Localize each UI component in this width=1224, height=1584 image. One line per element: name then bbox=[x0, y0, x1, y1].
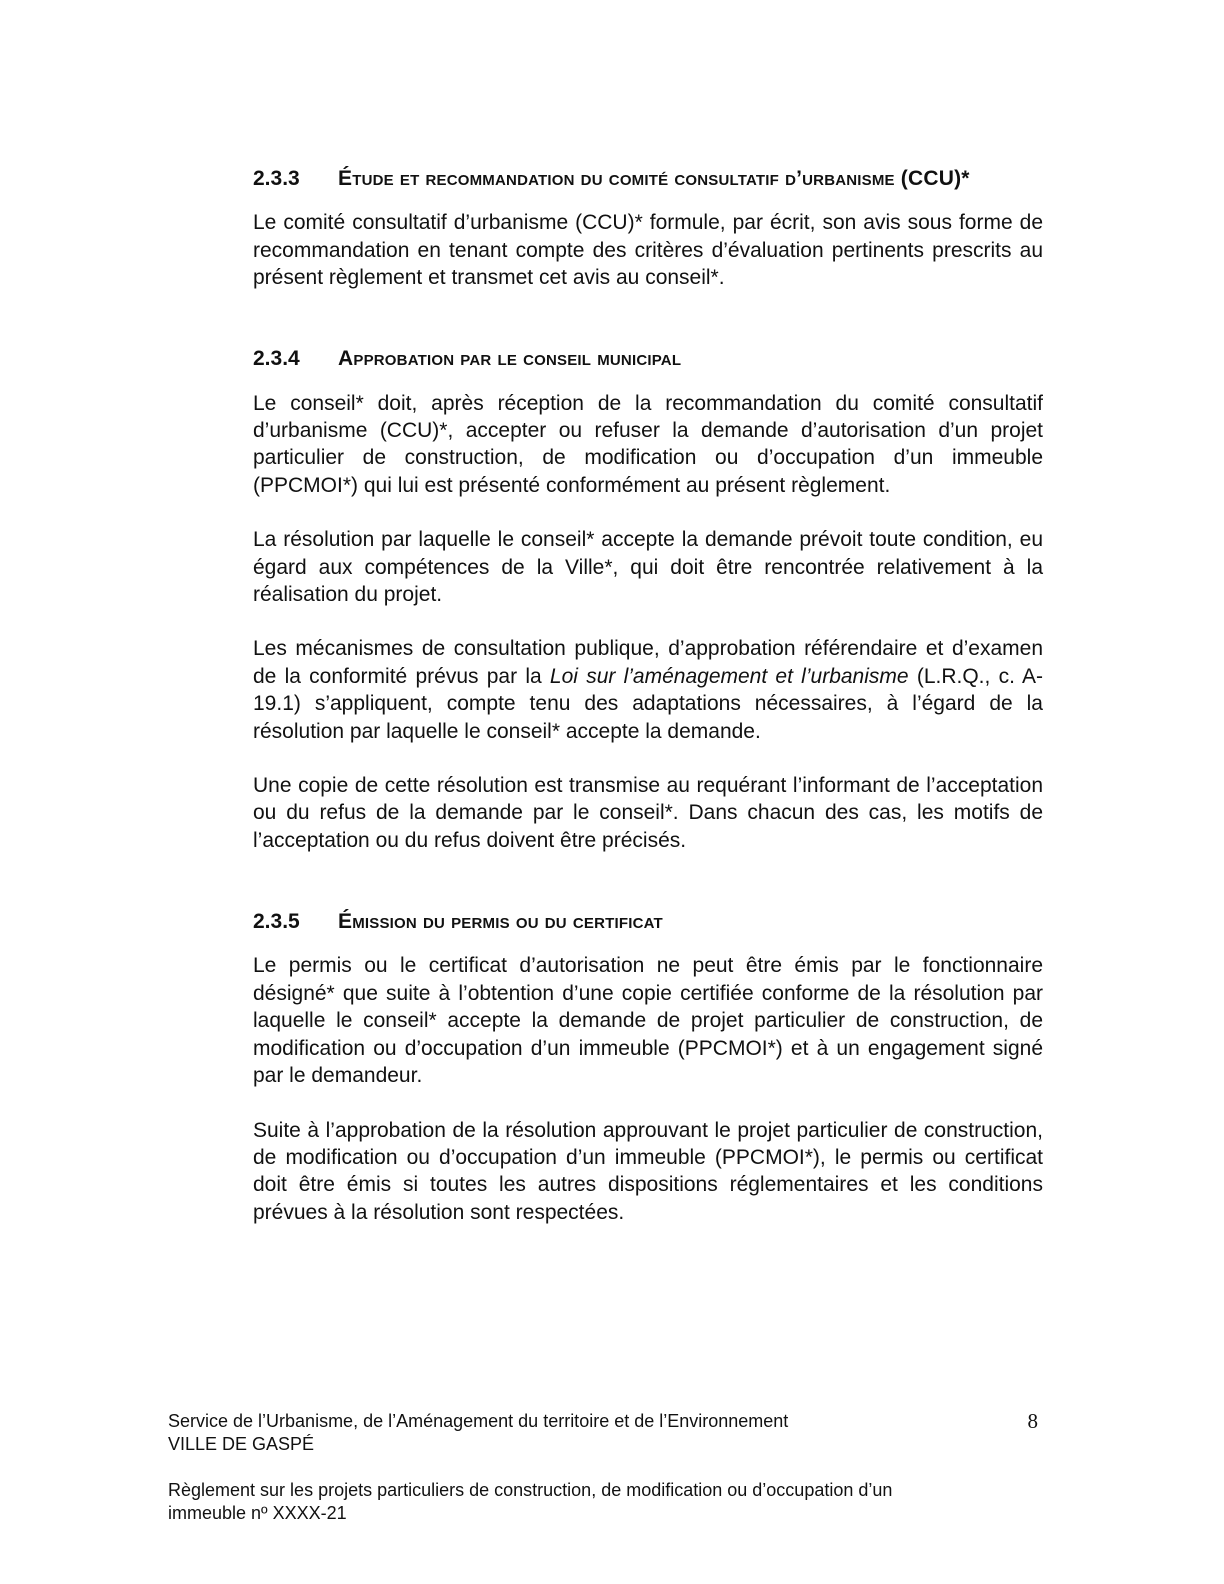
paragraph: Le comité consultatif d’urbanisme (CCU)* formule, par écrit, son avis sous forme de recommandation en tenant compte des critères d’évaluation pertinents prescrits au présent règlement et transmet cet avis au conseil*. bbox=[253, 211, 1043, 289]
paragraph: Le conseil* doit, après réception de la recommandation du comité consultatif d’urbanisme (CCU)*, accepter ou refuser la demande d’autorisation d’un projet particulier de construction, de modification ou d’occupation d’un immeuble (PPCMOI*) qui lui est présenté conformément au présent règlement. bbox=[253, 391, 1043, 497]
section-title: Étude et recommandation du comité consultatif d’urbanisme (CCU)* bbox=[338, 167, 970, 190]
paragraph: Suite à l’approbation de la résolution approuvant le projet particulier de construction, de modification ou d’occupation d’un immeuble (PPCMOI*), le permis ou certificat doit être émis si toutes les autres dispositions réglementaires et les conditions prévues à la résolution sont respectées. bbox=[253, 1118, 1043, 1224]
section-heading bbox=[253, 346, 1043, 371]
law-title: Loi sur l’aménagement et l’urbanisme bbox=[549, 664, 909, 688]
footer-department: Service de l’Urbanisme, de l’Aménagement du territoire et de l’Environnement bbox=[168, 1411, 789, 1431]
document-body bbox=[253, 166, 1043, 1253]
footer-city: VILLE DE GASPÉ bbox=[168, 1434, 315, 1454]
section-2-3-4 bbox=[253, 346, 1043, 854]
section-number: 2.3.3 bbox=[253, 167, 300, 190]
paragraph bbox=[253, 635, 1043, 745]
page-number: 8 bbox=[1027, 1409, 1038, 1433]
paragraph: Le permis ou le certificat d’autorisation ne peut être émis par le fonctionnaire désigné* que suite à l’obtention d’une copie certifiée conforme de la résolution par laquelle le conseil* accepte la demande de projet particulier de construction, de modification ou d’occupation d’un immeuble (PPCMOI*) et à un engagement signé par le demandeur. bbox=[253, 954, 1043, 1088]
paragraph: La résolution par laquelle le conseil* accepte la demande prévoit toute condition, eu égard aux compétences de la Ville*, qui doit être rencontrée relativement à la réalisation du projet. bbox=[253, 528, 1043, 607]
section-heading bbox=[253, 909, 1043, 934]
footer-regulation-line-1: Règlement sur les projets particuliers de construction, de modification ou d’occupation d’un bbox=[168, 1480, 893, 1500]
section-title: Approbation par le conseil municipal bbox=[338, 347, 682, 371]
footer-regulation-line-2: immeuble nº XXXX-21 bbox=[168, 1503, 347, 1523]
section-2-3-3 bbox=[253, 166, 1043, 291]
section-2-3-5 bbox=[253, 909, 1043, 1226]
paragraph: Une copie de cette résolution est transmise au requérant l’informant de l’acceptation ou du refus de la demande par le conseil*. Dans chacun des cas, les motifs de l’acceptation ou du refus doivent être précisés. bbox=[253, 774, 1043, 852]
section-heading bbox=[253, 166, 1043, 191]
section-number: 2.3.5 bbox=[253, 910, 300, 934]
section-number: 2.3.4 bbox=[253, 347, 300, 371]
paragraph-text: Les mécanismes de consultation publique, d’approbation référendaire et d’examen de la conformité prévus par la bbox=[253, 637, 1043, 688]
section-title: Émission du permis ou du certificat bbox=[338, 910, 663, 934]
page-footer bbox=[168, 1410, 1038, 1525]
paragraph-text: (L.R.Q., c. A-19.1) s’appliquent, compte tenu des adaptations nécessaires, à l’égard de la résolution par laquelle le conseil* accepte la demande. bbox=[253, 664, 1043, 743]
